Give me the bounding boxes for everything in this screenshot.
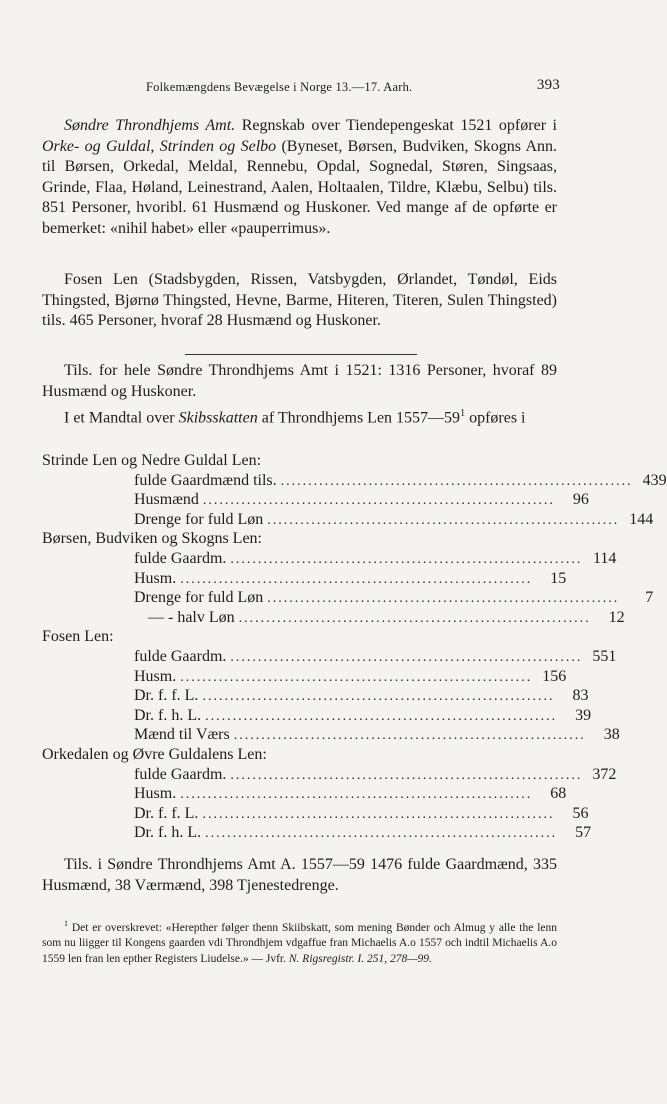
- paragraph-total-1521: Tils. for hele Søndre Throndhjems Amt i 1521: 1316 Personer, hvoraf 89 Husmænd og Huskoner.: [42, 362, 557, 400]
- district-heading: Fosen Len:: [42, 628, 114, 646]
- page-number: 393: [536, 77, 560, 93]
- tax-table: [42, 451, 667, 843]
- skibsskatten-italic: Skibsskatten: [178, 409, 258, 427]
- table-row: Husm. ................................................................ 156: [134, 667, 567, 685]
- footnote-mark: 1: [64, 919, 68, 928]
- section-heading: Søndre Throndhjems Amt.: [64, 117, 236, 134]
- table-row: fulde Gaardm. ................................................................ 372: [134, 765, 617, 783]
- table-row: Dr. f. h. L. ................................................................ 57: [134, 824, 592, 842]
- table-row: Dr. f. h. L. ................................................................ 39: [134, 706, 592, 724]
- table-row: fulde Gaardm. ................................................................ 114: [134, 549, 617, 567]
- district-heading: Børsen, Budviken og Skogns Len:: [42, 530, 262, 548]
- table-row: Dr. f. f. L. ................................................................ 83: [134, 687, 589, 705]
- district-heading: Strinde Len og Nedre Guldal Len:: [42, 452, 262, 469]
- running-header: [146, 77, 560, 95]
- table-row: — - halv Løn ................................................................ 12: [148, 608, 625, 626]
- paragraph-fosen: Fosen Len (Stadsbygden, Rissen, Vatsbygden, Ørlandet, Tøndøl, Eids Thingsted, Bjørnø Thingsted, Hevne, Barme, Hiteren, Titeren, Sulen Thingsted) tils. 465 Personer, hvoraf 28 Husmænd og Huskoner.: [42, 271, 557, 329]
- table-row: Dr. f. f. L. ................................................................ 56: [134, 804, 589, 822]
- footnote-reference-italic: N. Rigsregistr. I. 251, 278—99.: [288, 952, 432, 965]
- table-row: Husm. ................................................................ 15: [134, 569, 567, 587]
- table-row: fulde Gaardmænd tils. ................................................................ 439: [134, 471, 667, 489]
- paragraph-mandtal: I et Mandtal over Skibsskatten af Throndhjems Len $1557—59^1$ opføres i: [64, 408, 526, 427]
- paragraph-total-1557: Tils. i Søndre Throndhjems Amt A. 1557—59 1476 fulde Gaardmænd, 335 Husmænd, 38 Værmænd, 398 Tjenestedrenge.: [42, 856, 557, 894]
- table-row: fulde Gaardm. ................................................................ 551: [134, 647, 617, 665]
- footnote: $^1$ Det er overskrevet: «Herepther følger thenn Skiibskatt, som mening Bønder och Almug y alle the lenn som nu liigger til Kongens gaarden vdi Throndhjem vdgaffue fran Michaelis A.o 1557 och indtil Michaelis A.o 1559 len fran len epther Registers Liudelse.» — Jvfr. N. Rigsregistr. I. 251, 278—99.: [42, 919, 557, 965]
- table-row: Mænd til Værs ................................................................ 38: [134, 726, 620, 744]
- divider-rule: [185, 354, 417, 355]
- footnote-ref: 1: [460, 408, 466, 419]
- table-row: Drenge for fuld Løn ................................................................ 144: [134, 510, 654, 528]
- districts-italic: Orke- og Guldal, Strinden og Selbo: [42, 137, 277, 155]
- district-heading: Orkedalen og Øvre Guldalens Len:: [42, 745, 267, 763]
- table-row: Husmænd ................................................................ 96: [134, 491, 589, 509]
- table-row: Husm. ................................................................ 68: [134, 785, 567, 803]
- running-title: Folkemængdens Bevægelse i Norge 13.—17. Aarh.: [146, 80, 413, 94]
- table-row: Drenge for fuld Løn ................................................................ 7: [134, 589, 654, 607]
- paragraph-sondre-1521: Søndre Throndhjems Amt. Regnskab over Tiendepengeskat 1521 opfører i Orke- og Guldal, Strinden og Selbo (Byneset, Børsen, Budviken, Skogns Ann. til Børsen, Orkedal, Meldal, Rennebu, Opdal, Sognedal, Støren, Singsaas, Grinde, Flaa, Høland, Leinestrand, Aalen, Holtaalen, Tildre, Klæbu, Selbu) tils. 851 Personer, hvoribl. 61 Husmænd og Huskoner. Ved mange af de opførte er bemerket: «nihil habet» eller «pauperrimus».: [42, 117, 557, 237]
